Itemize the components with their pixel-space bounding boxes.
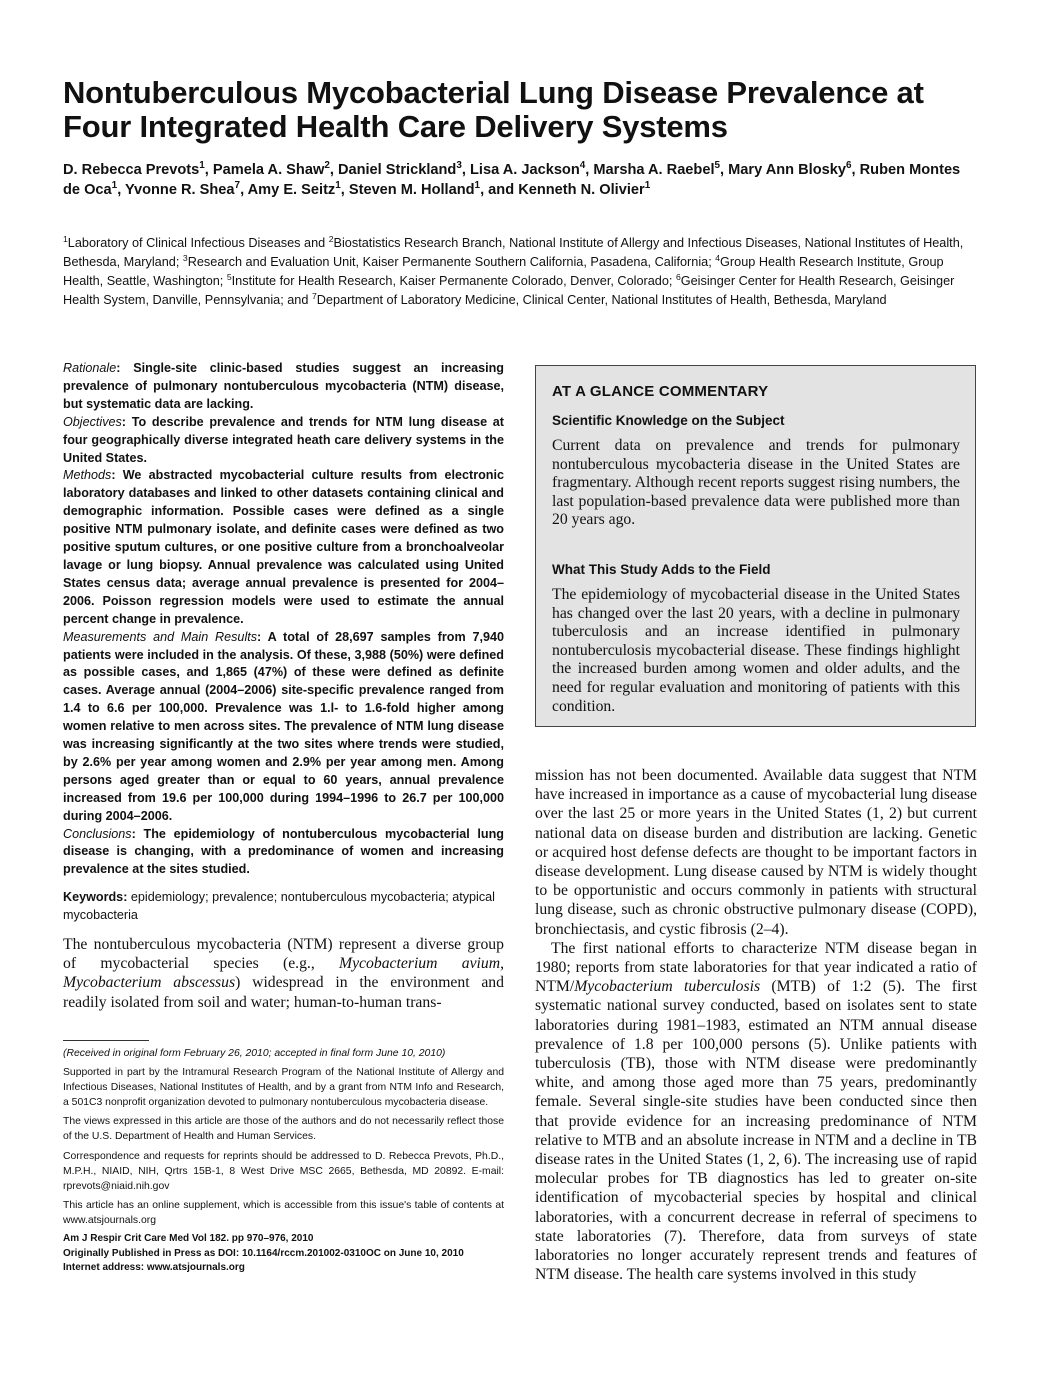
affiliation-text: Geisinger Center for Health Research, Geisinger Health System, Danville, Pennsylvania; and (63, 274, 955, 307)
footnotes (63, 1046, 504, 1276)
author-name: Kenneth N. Olivier (518, 182, 645, 198)
abstract-label: Objectives (63, 414, 122, 429)
species-name: Mycobacterium tuberculosis (574, 978, 761, 996)
abstract-label: Measurements and Main Results (63, 629, 258, 644)
author-affiliation-marker: 7 (234, 180, 241, 192)
affiliation-text: Research and Evaluation Unit, Kaiser Permanente Southern California, Pasadena, California; (187, 255, 716, 269)
affiliation-text: Laboratory of Clinical Infectious Diseases and (67, 236, 329, 250)
correspondence-note: Correspondence and requests for reprints should be addressed to D. Rebecca Prevots, Ph.D., M.P.H., NIAID, NIH, Qrtrs 15B-1, 8 West Drive MSC 2665, Bethesda, MD 20892. E-mail: rprevots@niaid.nih.gov (63, 1150, 504, 1192)
author-affiliation-marker: 1 (199, 160, 205, 172)
affiliation-marker: 5 (226, 271, 232, 282)
abstract-conclusions: Conclusions: The epidemiology of nontuberculous mycobacterial lung disease is changing, with a predominance of women and increasing prevalence at the sites studied. (63, 826, 504, 877)
received-note: (Received in original form February 26, 2010; accepted in final form June 10, 2010) (63, 1048, 446, 1059)
abstract-label: Methods (63, 468, 112, 483)
at-a-glance-box (535, 365, 976, 727)
author-name: Steven M. Holland (348, 182, 475, 198)
affiliation-marker: 4 (715, 252, 721, 263)
author-name: Marsha A. Raebel (593, 162, 715, 178)
supplement-note: This article has an online supplement, which is accessible from this issue's table of contents at www.atsjournals.org (63, 1199, 504, 1226)
author-name: Mary Ann Blosky (728, 162, 847, 178)
affiliation-marker: 1 (63, 233, 68, 244)
abstract-label: Rationale (63, 361, 117, 375)
body-text-right (535, 766, 977, 1284)
author-affiliation-marker: 4 (579, 160, 586, 172)
keywords (63, 888, 504, 924)
journal-citation: Am J Respir Crit Care Med Vol 182. pp 970–976, 2010 (63, 1233, 314, 1245)
author-affiliation-marker: 5 (714, 160, 721, 172)
affiliation-marker: 2 (328, 233, 334, 244)
author-name: Pamela A. Shaw (212, 162, 325, 178)
affiliation-text: Department of Laboratory Medicine, Clinical Center, National Institutes of Health, Bethesda, Maryland (316, 293, 887, 307)
keywords-text: epidemiology; prevalence; nontuberculous mycobacteria; atypical mycobacteria (63, 890, 495, 922)
author-affiliation-marker: 1 (644, 180, 651, 192)
body-paragraph: mission has not been documented. Available data suggest that NTM have increased in importance as a cause of mycobacterial lung disease over the last 25 or more years in the United States (1, 2) but current national data on disease burden and distribution are lacking. Genetic or acquired host defense defects are thought to be important factors in disease development. Lung disease caused by NTM is widely thought to be opportunistic and occurs commonly in patients with structural lung disease, such as chronic obstructive pulmonary disease (COPD), bronchiectasis, and cystic fibrosis (2–4). (535, 767, 977, 938)
support-note: Supported in part by the Intramural Research Program of the National Institute of Allergy and Infectious Diseases, National Institutes of Health, and by a grant from NTM Info and Research, a 501C3 nonprofit organization devoted to pulmonary nontuberculous mycobacteria disease. (63, 1067, 504, 1109)
affiliation-text: Group Health Research Institute, Group Health, Seattle, Washington; (63, 255, 944, 288)
species-name: Mycobacterium abscessus (63, 974, 236, 992)
doi-note: Originally Published in Press as DOI: 10.1164/rccm.201002-0310OC on June 10, 2010 (63, 1247, 464, 1259)
species-name: Mycobacterium avium (339, 955, 501, 973)
glance-subheading: Scientific Knowledge on the Subject (552, 413, 785, 428)
abstract-label: Conclusions (63, 826, 132, 841)
affiliation-text: Biostatistics Research Branch, National Institute of Allergy and Infectious Diseases, National Institutes of Health, Bethesda, Maryland; (63, 236, 964, 269)
author-name: Lisa A. Jackson (469, 162, 580, 178)
author-conjunction: and (488, 182, 515, 198)
affiliation-marker: 6 (675, 271, 681, 282)
affiliations (63, 234, 983, 310)
abstract (63, 360, 504, 879)
affiliation-marker: 3 (182, 252, 188, 263)
glance-text: The epidemiology of mycobacterial disease in the United States has changed over the last 20 years, with a decline in pulmonary tuberculosis and an increase identified in pulmonary nontuberculosis mycobacterial disease. These findings highlight the increased burden among women and older adults, and the need for regular evaluation and monitoring of patients with this condition. (552, 585, 960, 715)
author-affiliation-marker: 1 (335, 180, 341, 192)
abstract-objectives: Objectives: To describe prevalence and trends for NTM lung disease at four geographically diverse integrated heath care delivery systems in the United States. (63, 414, 505, 465)
abstract-methods: Methods: We abstracted mycobacterial culture results from electronic laboratory databases and linked to other datasets containing clinical and demographic information. Possible cases were defined as a single positive NTM pulmonary isolate, and definite cases were defined as two positive sputum cultures, or one positive culture from a bronchoalveolar lavage or lung biopsy. Annual prevalence was calculated using United States census data; average annual prevalence is presented for 2004–2006. Poisson regression models were used to estimate the annual percent change in prevalence. (63, 468, 504, 626)
author-name: D. Rebecca Prevots (63, 162, 200, 178)
author-affiliation-marker: 6 (846, 160, 852, 172)
author-affiliation-marker: 1 (474, 180, 481, 192)
intro-paragraph: The nontuberculous mycobacteria (NTM) represent a diverse group of mycobacterial species (e.g., Mycobacterium avium, Mycobacterium abscessus) widespread in the environment and readily isolated from soil and water; human-to-human trans- (63, 936, 504, 1011)
affiliation-text: Institute for Health Research, Kaiser Permanente Colorado, Denver, Colorado; (231, 274, 676, 288)
author-list: D. Rebecca Prevots$^1$, Pamela A. Shaw$^2$, Daniel Strickland$^3$, Lisa A. Jackson$^4$, Marsha A. Raebel$^5$, Mary Ann Blosky$^6$, Ruben Montes de Oca$^1$, Yvonne R. Shea$^7$, Amy E. Seitz$^1$, Steven M. Holland$^1$, and Kenneth N. Olivier$^1$ (63, 160, 961, 198)
views-note: The views expressed in this article are those of the authors and do not necessarily reflect those of the U.S. Department of Health and Human Services. (63, 1116, 504, 1143)
article-title: Nontuberculous Mycobacterial Lung Disease Prevalence at Four Integrated Health Care Delivery Systems (63, 75, 924, 144)
abstract-results: Measurements and Main Results: A total of 28,697 samples from 7,940 patients were included in the analysis. Of these, 3,988 (50%) were defined as possible cases, and 1,865 (47%) of these were defined as definite cases. Average annual (2004–2006) site-specific prevalence ranged from 1.4 to 6.6 per 100,000. Prevalence was 1.l- to 1.6-fold higher among women relative to men across sites. The prevalence of NTM lung disease was increasing significantly at the two sites where trends were studied, by 2.6% per year among women and 2.9% per year among men. Among persons aged greater than or equal to 60 years, annual prevalence increased from 19.6 per 100,000 during 1994–1996 to 26.7 per 100,000 during 2004–2006. (63, 629, 504, 823)
affiliation-marker: 7 (311, 290, 317, 301)
footnote-divider (63, 1040, 149, 1041)
citation-info (63, 1232, 504, 1276)
author-name: Ruben Montes de Oca (63, 162, 961, 198)
author-name: Daniel Strickland (337, 162, 457, 178)
author-affiliation-marker: 3 (456, 160, 462, 172)
author-affiliation-marker: 1 (111, 180, 118, 192)
glance-subheading: What This Study Adds to the Field (552, 561, 771, 577)
author-affiliation-marker: 2 (324, 160, 330, 172)
keywords-label: Keywords: (63, 890, 128, 904)
abstract-rationale: Rationale: Single-site clinic-based studies suggest an increasing prevalence of pulmonary nontuberculous mycobacteria (NTM) disease, but systematic data are lacking. (63, 361, 505, 411)
author-name: Amy E. Seitz (247, 182, 336, 198)
author-name: Yvonne R. Shea (125, 182, 235, 198)
glance-text: Current data on prevalence and trends for pulmonary nontuberculous mycobacteria disease in the United States are fragmentary. Although recent reports suggest rising numbers, the last population-based prevalence data were published more than 20 years ago. (552, 437, 960, 529)
internet-address: Internet address: www.atsjournals.org (63, 1262, 245, 1274)
body-paragraph: The first national efforts to characterize NTM disease began in 1980; reports from state laboratories for that year indicated a ratio of NTM/Mycobacterium tuberculosis (MTB) of 1:2 (5). The first systematic national survey conducted, based on isolates sent to state laboratories during 1981–1983, estimated an NTM annual disease prevalence of 1.8 per 100,000 persons (5). Unlike patients with tuberculosis (TB), those with NTM disease were predominantly white, and among those aged more than 75 years, predominantly female. Several single-site studies have been conducted since then that provide evidence for an increasing predominance of NTM relative to MTB and an absolute increase in NTM and a decline in TB disease rates in the United States (1, 2, 6). The increasing use of rapid molecular probes for TB diagnostics has led to greater on-site identification of mycobacterial species by hospital and clinical laboratories, with a concurrent decrease in referral of specimens to state laboratories (7). Therefore, data from surveys of state laboratories no longer accurately represent trends and features of NTM disease. The health care systems involved in this study (535, 939, 977, 1284)
glance-title: AT A GLANCE COMMENTARY (552, 383, 769, 400)
